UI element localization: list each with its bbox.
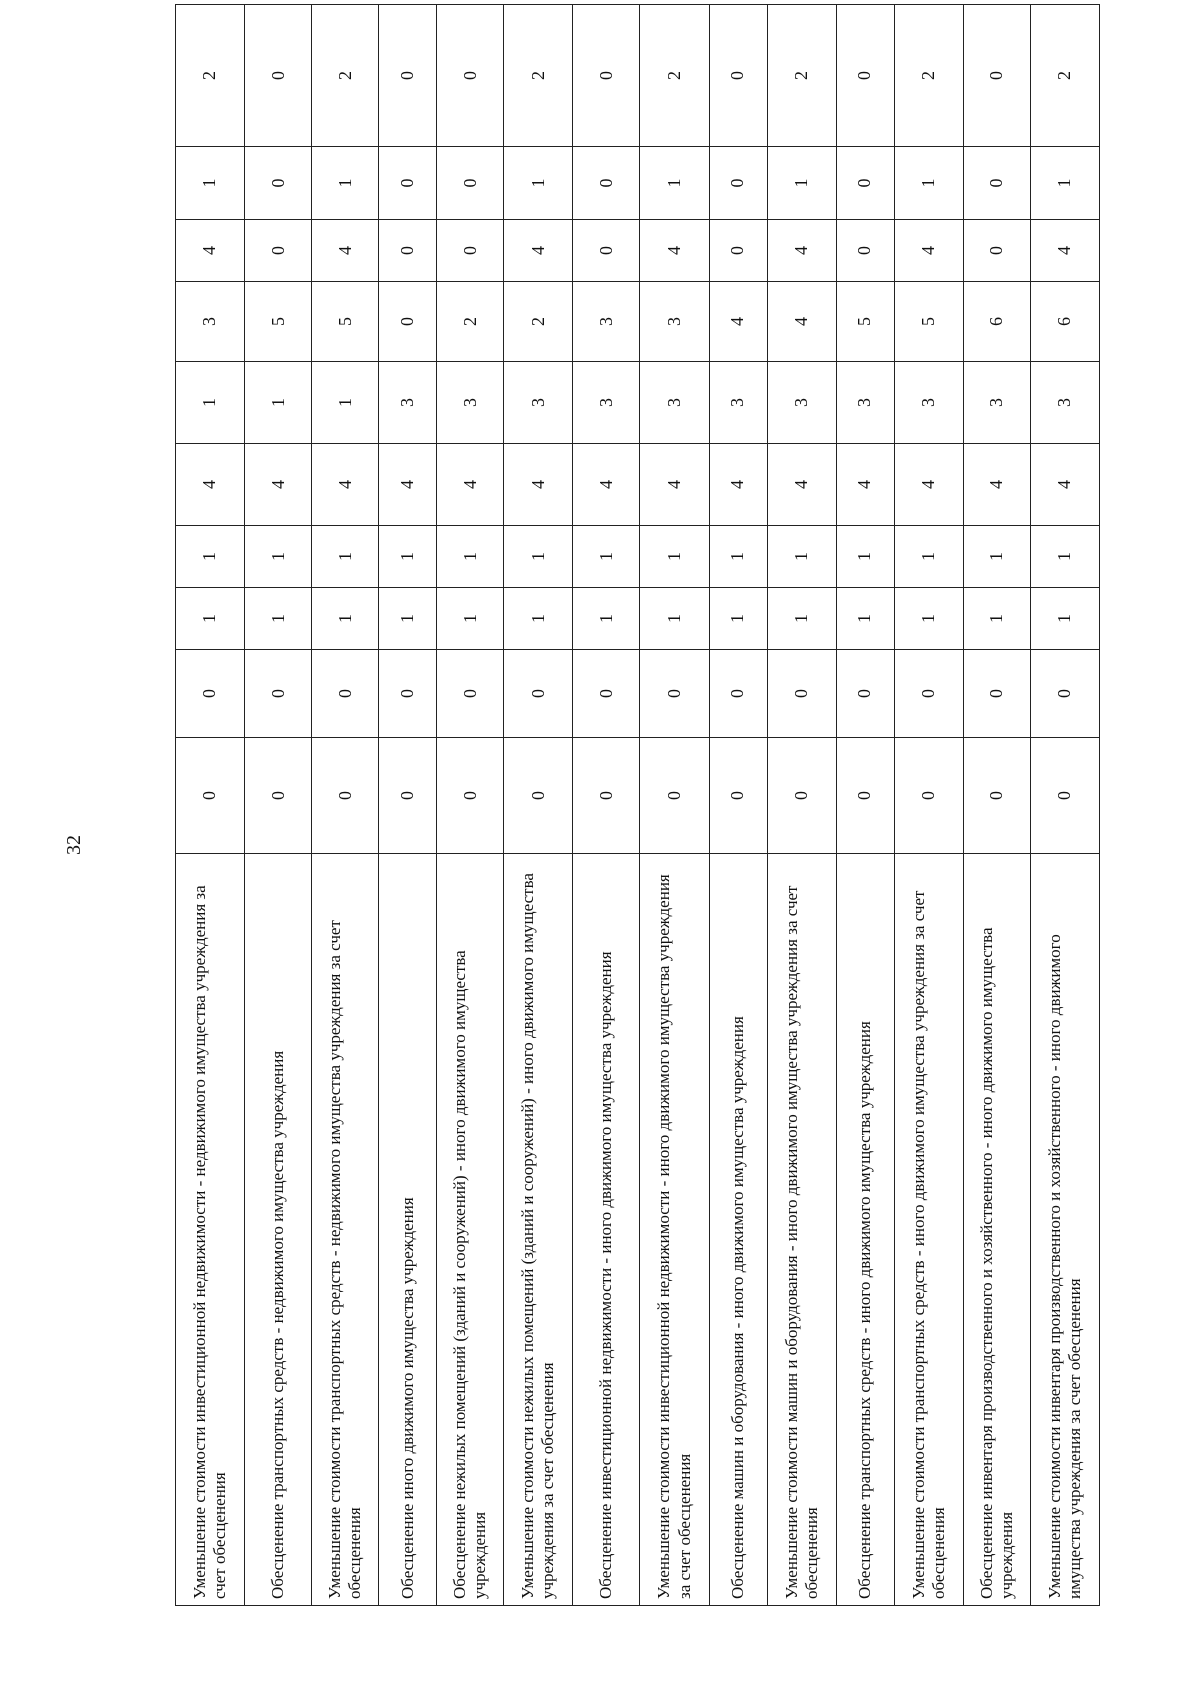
- row-code-digit: 4: [1030, 444, 1099, 526]
- table-row: [437, 5, 504, 1606]
- row-code-digit: 1: [176, 147, 245, 220]
- row-code-digit: 3: [437, 362, 504, 444]
- page-number: 32: [63, 835, 85, 855]
- row-code-digit: 0: [379, 220, 437, 282]
- row-code-digit: 0: [437, 220, 504, 282]
- row-code-digit: 0: [379, 282, 437, 362]
- row-code-digit: 1: [640, 526, 709, 588]
- row-description: Обесценение машин и оборудования - иного движимого имущества учреждения: [709, 854, 767, 1606]
- row-code-digit: 1: [767, 588, 836, 650]
- row-code-digit: 1: [1030, 147, 1099, 220]
- row-description: Уменьшение стоимости машин и оборудования - иного движимого имущества учреждения за счет обесценения: [767, 854, 836, 1606]
- row-code-digit: 1: [504, 147, 573, 220]
- row-code-digit: 1: [245, 526, 312, 588]
- row-code-digit: 2: [640, 5, 709, 147]
- row-code-digit: 0: [1030, 738, 1099, 854]
- row-code-digit: 1: [640, 588, 709, 650]
- row-code-digit: 0: [312, 738, 379, 854]
- row-code-digit: 4: [504, 220, 573, 282]
- table-row: [836, 5, 894, 1606]
- row-code-digit: 0: [437, 5, 504, 147]
- table-row: [640, 5, 709, 1606]
- row-code-digit: 4: [894, 220, 963, 282]
- row-code-digit: 4: [836, 444, 894, 526]
- row-code-digit: 4: [312, 220, 379, 282]
- row-code-digit: 4: [176, 220, 245, 282]
- row-code-digit: 6: [1030, 282, 1099, 362]
- row-code-digit: 4: [640, 220, 709, 282]
- row-code-digit: 0: [836, 5, 894, 147]
- row-code-digit: 0: [963, 220, 1030, 282]
- row-code-digit: 0: [963, 5, 1030, 147]
- row-code-digit: 0: [573, 650, 640, 738]
- row-code-digit: 2: [504, 5, 573, 147]
- row-code-digit: 1: [836, 526, 894, 588]
- row-code-digit: 1: [963, 588, 1030, 650]
- row-description: Обесценение транспортных средств - иного движимого имущества учреждения: [836, 854, 894, 1606]
- row-code-digit: 2: [767, 5, 836, 147]
- table-row: [312, 5, 379, 1606]
- row-code-digit: 4: [176, 444, 245, 526]
- row-code-digit: 1: [894, 147, 963, 220]
- row-code-digit: 1: [709, 526, 767, 588]
- row-code-digit: 2: [1030, 5, 1099, 147]
- row-code-digit: 1: [894, 526, 963, 588]
- row-code-digit: 4: [437, 444, 504, 526]
- row-code-digit: 3: [709, 362, 767, 444]
- table-row: [379, 5, 437, 1606]
- row-code-digit: 1: [573, 526, 640, 588]
- row-code-digit: 4: [709, 282, 767, 362]
- row-code-digit: 0: [312, 650, 379, 738]
- row-code-digit: 4: [963, 444, 1030, 526]
- row-code-digit: 1: [245, 362, 312, 444]
- row-code-digit: 0: [767, 738, 836, 854]
- row-code-digit: 3: [176, 282, 245, 362]
- row-code-digit: 1: [1030, 526, 1099, 588]
- row-code-digit: 0: [245, 147, 312, 220]
- row-code-digit: 0: [379, 147, 437, 220]
- row-code-digit: 1: [709, 588, 767, 650]
- row-code-digit: 1: [176, 588, 245, 650]
- accounts-table-wrapper: [175, 71, 1100, 1606]
- table-row: [504, 5, 573, 1606]
- row-code-digit: 3: [894, 362, 963, 444]
- row-code-digit: 0: [767, 650, 836, 738]
- row-code-digit: 1: [312, 362, 379, 444]
- table-body: [176, 5, 1100, 1606]
- row-code-digit: 0: [963, 738, 1030, 854]
- row-code-digit: 4: [767, 220, 836, 282]
- row-code-digit: 4: [312, 444, 379, 526]
- row-code-digit: 0: [709, 650, 767, 738]
- row-code-digit: 0: [379, 5, 437, 147]
- row-code-digit: 0: [245, 220, 312, 282]
- row-code-digit: 1: [312, 588, 379, 650]
- row-code-digit: 5: [894, 282, 963, 362]
- row-code-digit: 1: [504, 588, 573, 650]
- row-code-digit: 4: [767, 282, 836, 362]
- row-code-digit: 5: [836, 282, 894, 362]
- row-code-digit: 3: [573, 282, 640, 362]
- table-row: [767, 5, 836, 1606]
- row-code-digit: 4: [640, 444, 709, 526]
- row-code-digit: 4: [379, 444, 437, 526]
- row-code-digit: 2: [312, 5, 379, 147]
- row-code-digit: 0: [963, 650, 1030, 738]
- row-code-digit: 6: [963, 282, 1030, 362]
- row-code-digit: 3: [963, 362, 1030, 444]
- row-code-digit: 0: [894, 650, 963, 738]
- row-code-digit: 1: [836, 588, 894, 650]
- row-code-digit: 0: [504, 650, 573, 738]
- row-code-digit: 0: [573, 738, 640, 854]
- row-code-digit: 3: [379, 362, 437, 444]
- row-code-digit: 3: [504, 362, 573, 444]
- row-code-digit: 3: [836, 362, 894, 444]
- row-description: Обесценение инвентаря производственного и хозяйственного - иного движимого имущества учреждения: [963, 854, 1030, 1606]
- row-code-digit: 0: [836, 220, 894, 282]
- row-code-digit: 0: [379, 738, 437, 854]
- row-code-digit: 0: [836, 147, 894, 220]
- row-code-digit: 5: [312, 282, 379, 362]
- row-code-digit: 4: [1030, 220, 1099, 282]
- row-code-digit: 1: [963, 526, 1030, 588]
- row-code-digit: 2: [437, 282, 504, 362]
- row-code-digit: 0: [640, 738, 709, 854]
- row-code-digit: 1: [767, 147, 836, 220]
- row-code-digit: 0: [437, 650, 504, 738]
- row-code-digit: 4: [709, 444, 767, 526]
- row-code-digit: 0: [504, 738, 573, 854]
- table-row: [573, 5, 640, 1606]
- row-code-digit: 1: [312, 526, 379, 588]
- table-row: [1030, 5, 1099, 1606]
- table-row: [894, 5, 963, 1606]
- row-code-digit: 1: [437, 526, 504, 588]
- row-code-digit: 0: [437, 738, 504, 854]
- row-code-digit: 0: [894, 738, 963, 854]
- row-code-digit: 0: [245, 650, 312, 738]
- row-code-digit: 1: [767, 526, 836, 588]
- row-code-digit: 0: [709, 147, 767, 220]
- row-code-digit: 0: [640, 650, 709, 738]
- row-code-digit: 0: [836, 738, 894, 854]
- row-code-digit: 1: [379, 526, 437, 588]
- row-code-digit: 1: [573, 588, 640, 650]
- row-code-digit: 0: [176, 738, 245, 854]
- row-code-digit: 2: [894, 5, 963, 147]
- row-description: Обесценение нежилых помещений (зданий и сооружений) - иного движимого имущества учреждения: [437, 854, 504, 1606]
- row-description: Уменьшение стоимости транспортных средств - недвижимого имущества учреждения за счет обесценения: [312, 854, 379, 1606]
- row-code-digit: 0: [709, 220, 767, 282]
- row-code-digit: 4: [767, 444, 836, 526]
- row-code-digit: 2: [504, 282, 573, 362]
- row-description: Уменьшение стоимости нежилых помещений (зданий и сооружений) - иного движимого имущества учреждения за счет обесценения: [504, 854, 573, 1606]
- row-code-digit: 0: [963, 147, 1030, 220]
- row-code-digit: 1: [894, 588, 963, 650]
- table-row: [709, 5, 767, 1606]
- row-code-digit: 0: [245, 738, 312, 854]
- row-description: Обесценение инвестиционной недвижимости - иного движимого имущества учреждения: [573, 854, 640, 1606]
- row-code-digit: 1: [312, 147, 379, 220]
- row-description: Уменьшение стоимости транспортных средств - иного движимого имущества учреждения за счет обесценения: [894, 854, 963, 1606]
- row-code-digit: 3: [640, 282, 709, 362]
- row-code-digit: 0: [836, 650, 894, 738]
- row-code-digit: 3: [573, 362, 640, 444]
- row-code-digit: 1: [176, 526, 245, 588]
- row-code-digit: 1: [379, 588, 437, 650]
- row-code-digit: 0: [1030, 650, 1099, 738]
- row-code-digit: 4: [573, 444, 640, 526]
- row-description: Уменьшение стоимости инвестиционной недвижимости - иного движимого имущества учреждения за счет обесценения: [640, 854, 709, 1606]
- row-code-digit: 0: [709, 5, 767, 147]
- row-code-digit: 0: [573, 147, 640, 220]
- row-code-digit: 3: [767, 362, 836, 444]
- row-description: Обесценение иного движимого имущества учреждения: [379, 854, 437, 1606]
- row-code-digit: 3: [640, 362, 709, 444]
- row-code-digit: 2: [176, 5, 245, 147]
- row-code-digit: 4: [245, 444, 312, 526]
- row-code-digit: 0: [176, 650, 245, 738]
- row-code-digit: 0: [573, 5, 640, 147]
- row-description: Уменьшение стоимости инвентаря производственного и хозяйственного - иного движимого имущества учреждения за счет обесценения: [1030, 854, 1099, 1606]
- table-row: [963, 5, 1030, 1606]
- row-code-digit: 0: [573, 220, 640, 282]
- row-code-digit: 0: [379, 650, 437, 738]
- row-code-digit: 4: [504, 444, 573, 526]
- row-code-digit: 1: [504, 526, 573, 588]
- row-code-digit: 5: [245, 282, 312, 362]
- table-row: [245, 5, 312, 1606]
- row-code-digit: 1: [1030, 588, 1099, 650]
- table-row: [176, 5, 245, 1606]
- row-description: Уменьшение стоимости инвестиционной недвижимости - недвижимого имущества учреждения за счет обесценения: [176, 854, 245, 1606]
- row-description: Обесценение транспортных средств - недвижимого имущества учреждения: [245, 854, 312, 1606]
- row-code-digit: 0: [437, 147, 504, 220]
- row-code-digit: 4: [894, 444, 963, 526]
- row-code-digit: 0: [709, 738, 767, 854]
- row-code-digit: 1: [245, 588, 312, 650]
- accounts-table: [175, 4, 1100, 1606]
- row-code-digit: 1: [437, 588, 504, 650]
- row-code-digit: 3: [1030, 362, 1099, 444]
- row-code-digit: 1: [176, 362, 245, 444]
- row-code-digit: 0: [245, 5, 312, 147]
- row-code-digit: 1: [640, 147, 709, 220]
